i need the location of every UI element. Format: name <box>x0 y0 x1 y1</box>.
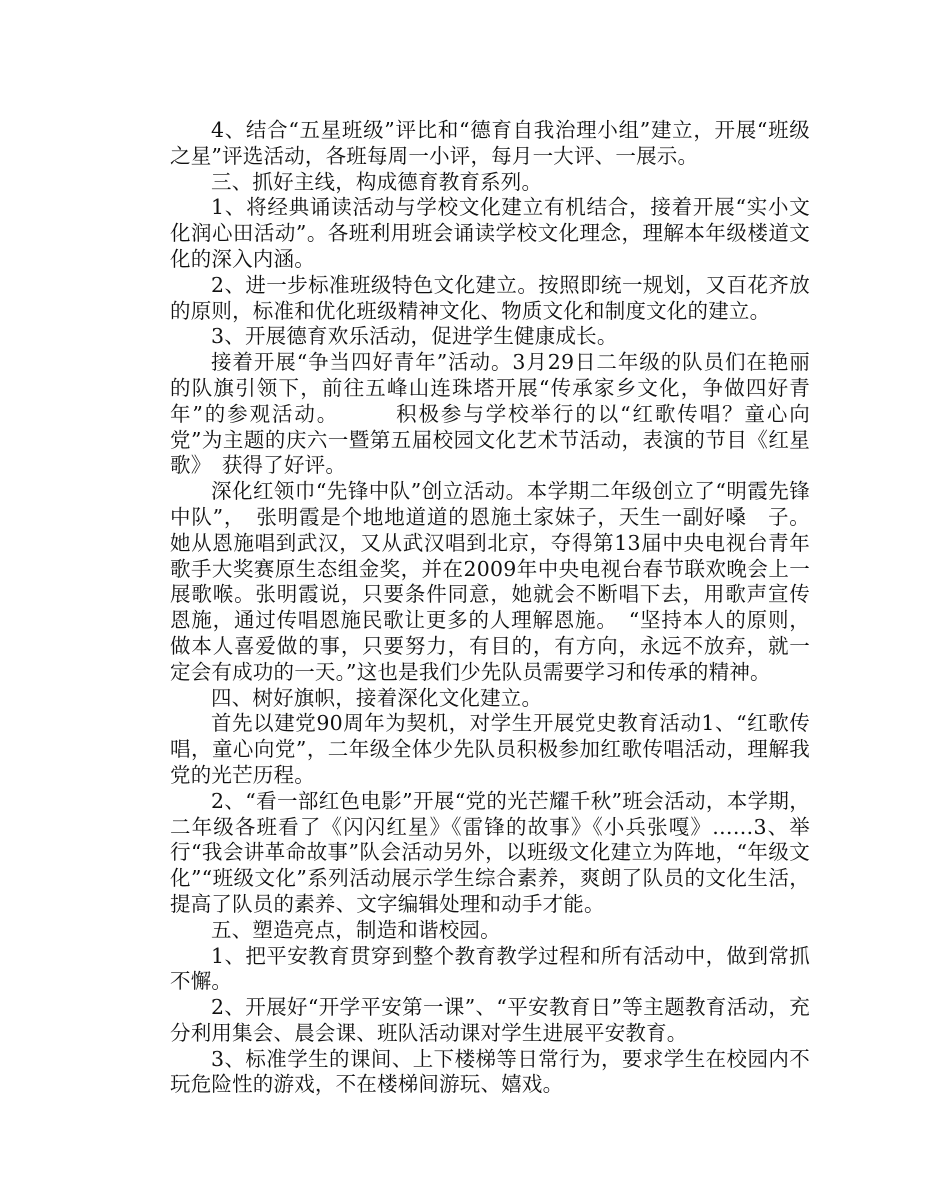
paragraph-party-history: 首先以建党90周年为契机，对学生开展党史教育活动1、“红歌传唱，童心向党”，二年级全体少先队员积极参加红歌传唱活动，理解我党的光芒历程。 <box>170 711 810 787</box>
paragraph-red-movie: 2、“看一部红色电影”开展“党的光芒耀千秋”班会活动，本学期，二年级各班看了《闪闪红星》《雷锋的故事》《小兵张嘎》……3、举行“我会讲革命故事”队会活动另外，以班级文化建立为阵地，“年级文化”“班级文化”系列活动展示学生综合素养，爽朗了队员的文化生活，提高了队员的素养、文字编辑处理和动手才能。 <box>170 788 810 916</box>
paragraph-happy-activity: 3、开展德育欢乐活动，促进学生健康成长。 <box>211 324 618 349</box>
paragraph-safety-education: 1、把平安教育贯穿到整个教育教学过程和所有活动中，做到常抓不懈。 <box>170 943 810 994</box>
paragraph-four-good-youth: 接着开展“争当四好青年”活动。3月29日二年级的队员们在艳丽的队旗引领下，前往五峰山连珠塔开展“传承家乡文化，争做四好青年”的参观活动。 积极参与学校举行的以“红歌传唱？童心向党”为主题的庆六一暨第五届校园文化艺术节活动，表演的节目《红星歌》 获得了好评。 <box>170 350 810 478</box>
paragraph-class-culture: 2、进一步标准班级特色文化建立。按照即统一规划，又百花齐放的原则，标准和优化班级精神文化、物质文化和制度文化的建立。 <box>170 272 810 323</box>
paragraph-daily-behavior: 3、标准学生的课间、上下楼梯等日常行为，要求学生在校园内不玩危险性的游戏，不在楼梯间游玩、嬉戏。 <box>170 1046 810 1097</box>
section-heading-4: 四、树好旗帜，接着深化文化建立。 <box>211 685 543 710</box>
paragraph-safety-first-lesson: 2、开展好“开学平安第一课”、“平安教育日”等主题教育活动，充分利用集会、晨会课、班队活动课对学生进展平安教育。 <box>170 995 810 1045</box>
document-body <box>170 118 810 1098</box>
section-heading-3: 三、抓好主线，构成德育教育系列。 <box>211 169 543 194</box>
section-heading-5: 五、塑造亮点，制造和谐校园。 <box>211 917 501 942</box>
paragraph-item-4-wuxing: 4、结合“五星班级”评比和“德育自我治理小组”建立，开展“班级之星”评选活动，各班每周一小评，每月一大评、一展示。 <box>170 118 810 168</box>
paragraph-pioneer-squad: 深化红领巾“先锋中队”创立活动。本学期二年级创立了“明霞先锋中队”， 张明霞是个地地道道的恩施土家妹子，天生一副好嗓 子。她从恩施唱到武汉，又从武汉唱到北京，夺得第13届中央电视台青年歌手大奖赛原生态组金奖，并在2009年中央电视台春节联欢晚会上一展歌喉。张明霞说，只要条件同意，她就会不断唱下去，用歌声宣传恩施，通过传唱恩施民歌让更多的人理解恩施。 “坚持本人的原则，做本人喜爱做的事，只要努力，有目的，有方向，永远不放弃，就一定会有成功的一天。”这也是我们少先队员需要学习和传承的精神。 <box>170 479 810 684</box>
paragraph-classic-reading: 1、将经典诵读活动与学校文化建立有机结合，接着开展“实小文化润心田活动”。各班利用班会诵读学校文化理念，理解本年级楼道文化的深入内涵。 <box>170 195 810 271</box>
